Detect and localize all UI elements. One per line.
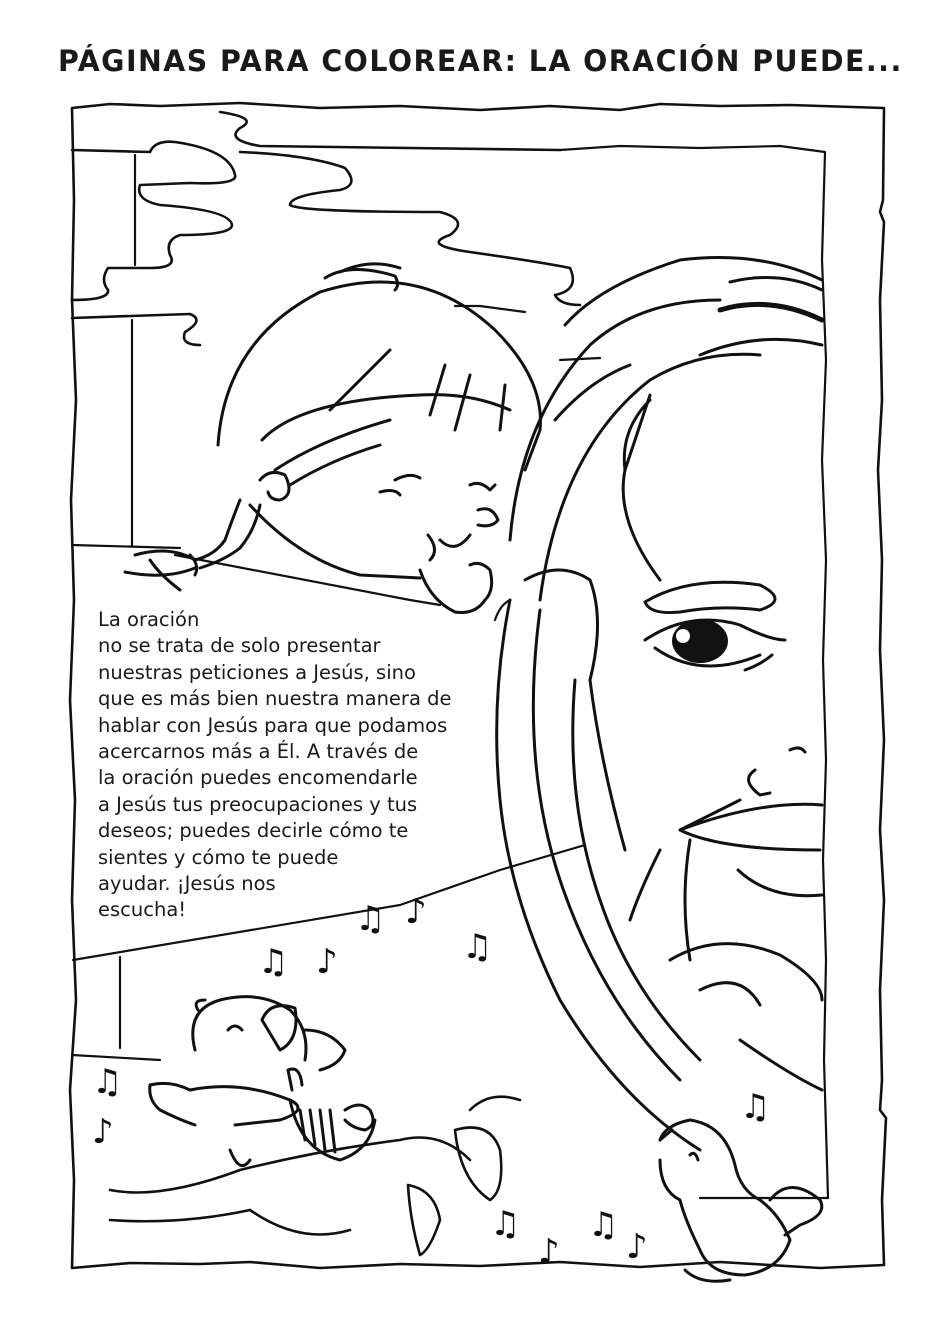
body-line: que es más bien nuestra manera de xyxy=(98,687,452,711)
body-line: no se trata de solo presentar xyxy=(98,634,381,658)
body-line: nuestras peticiones a Jesús, sino xyxy=(98,660,416,684)
music-note-icon: ♪ xyxy=(626,1227,648,1267)
body-line: deseos; puedes decirle cómo te xyxy=(98,819,409,843)
music-note-icon: ♪ xyxy=(316,942,338,982)
music-note-icon: ♪ xyxy=(92,1112,114,1152)
music-note-icon: ♪ xyxy=(405,892,427,932)
music-note-icon: ♫ xyxy=(490,1204,521,1244)
body-line: sientes y cómo te puede xyxy=(98,845,339,869)
page-title: PÁGINAS PARA COLOREAR: LA ORACIÓN PUEDE... xyxy=(58,44,903,78)
small-bird xyxy=(660,1120,822,1281)
bird-with-lyre xyxy=(150,997,375,1166)
body-line: hablar con Jesús para que podamos xyxy=(98,713,448,737)
girl-praying xyxy=(125,264,540,613)
music-note-icon: ♪ xyxy=(538,1232,560,1272)
jesus-face xyxy=(497,258,822,1151)
body-line: la oración puedes encomendarle xyxy=(98,766,418,790)
music-note-icon: ♫ xyxy=(258,942,289,982)
music-note-icon: ♫ xyxy=(92,1062,123,1102)
body-line: ayudar. ¡Jesús nos xyxy=(98,872,276,896)
inner-frame xyxy=(560,146,828,1198)
branch-with-leaves xyxy=(110,1097,520,1255)
body-line: La oración xyxy=(98,608,200,631)
music-note-icon: ♫ xyxy=(588,1205,619,1245)
body-line: escucha! xyxy=(98,898,187,922)
music-note-icon: ♫ xyxy=(462,927,493,967)
music-note-icon: ♫ xyxy=(740,1087,771,1127)
body-line: acercarnos más a Él. A través de xyxy=(98,740,419,764)
body-text xyxy=(98,607,518,924)
music-note-icon: ♫ xyxy=(355,899,386,939)
body-line: a Jesús tus preocupaciones y tus xyxy=(98,792,418,816)
